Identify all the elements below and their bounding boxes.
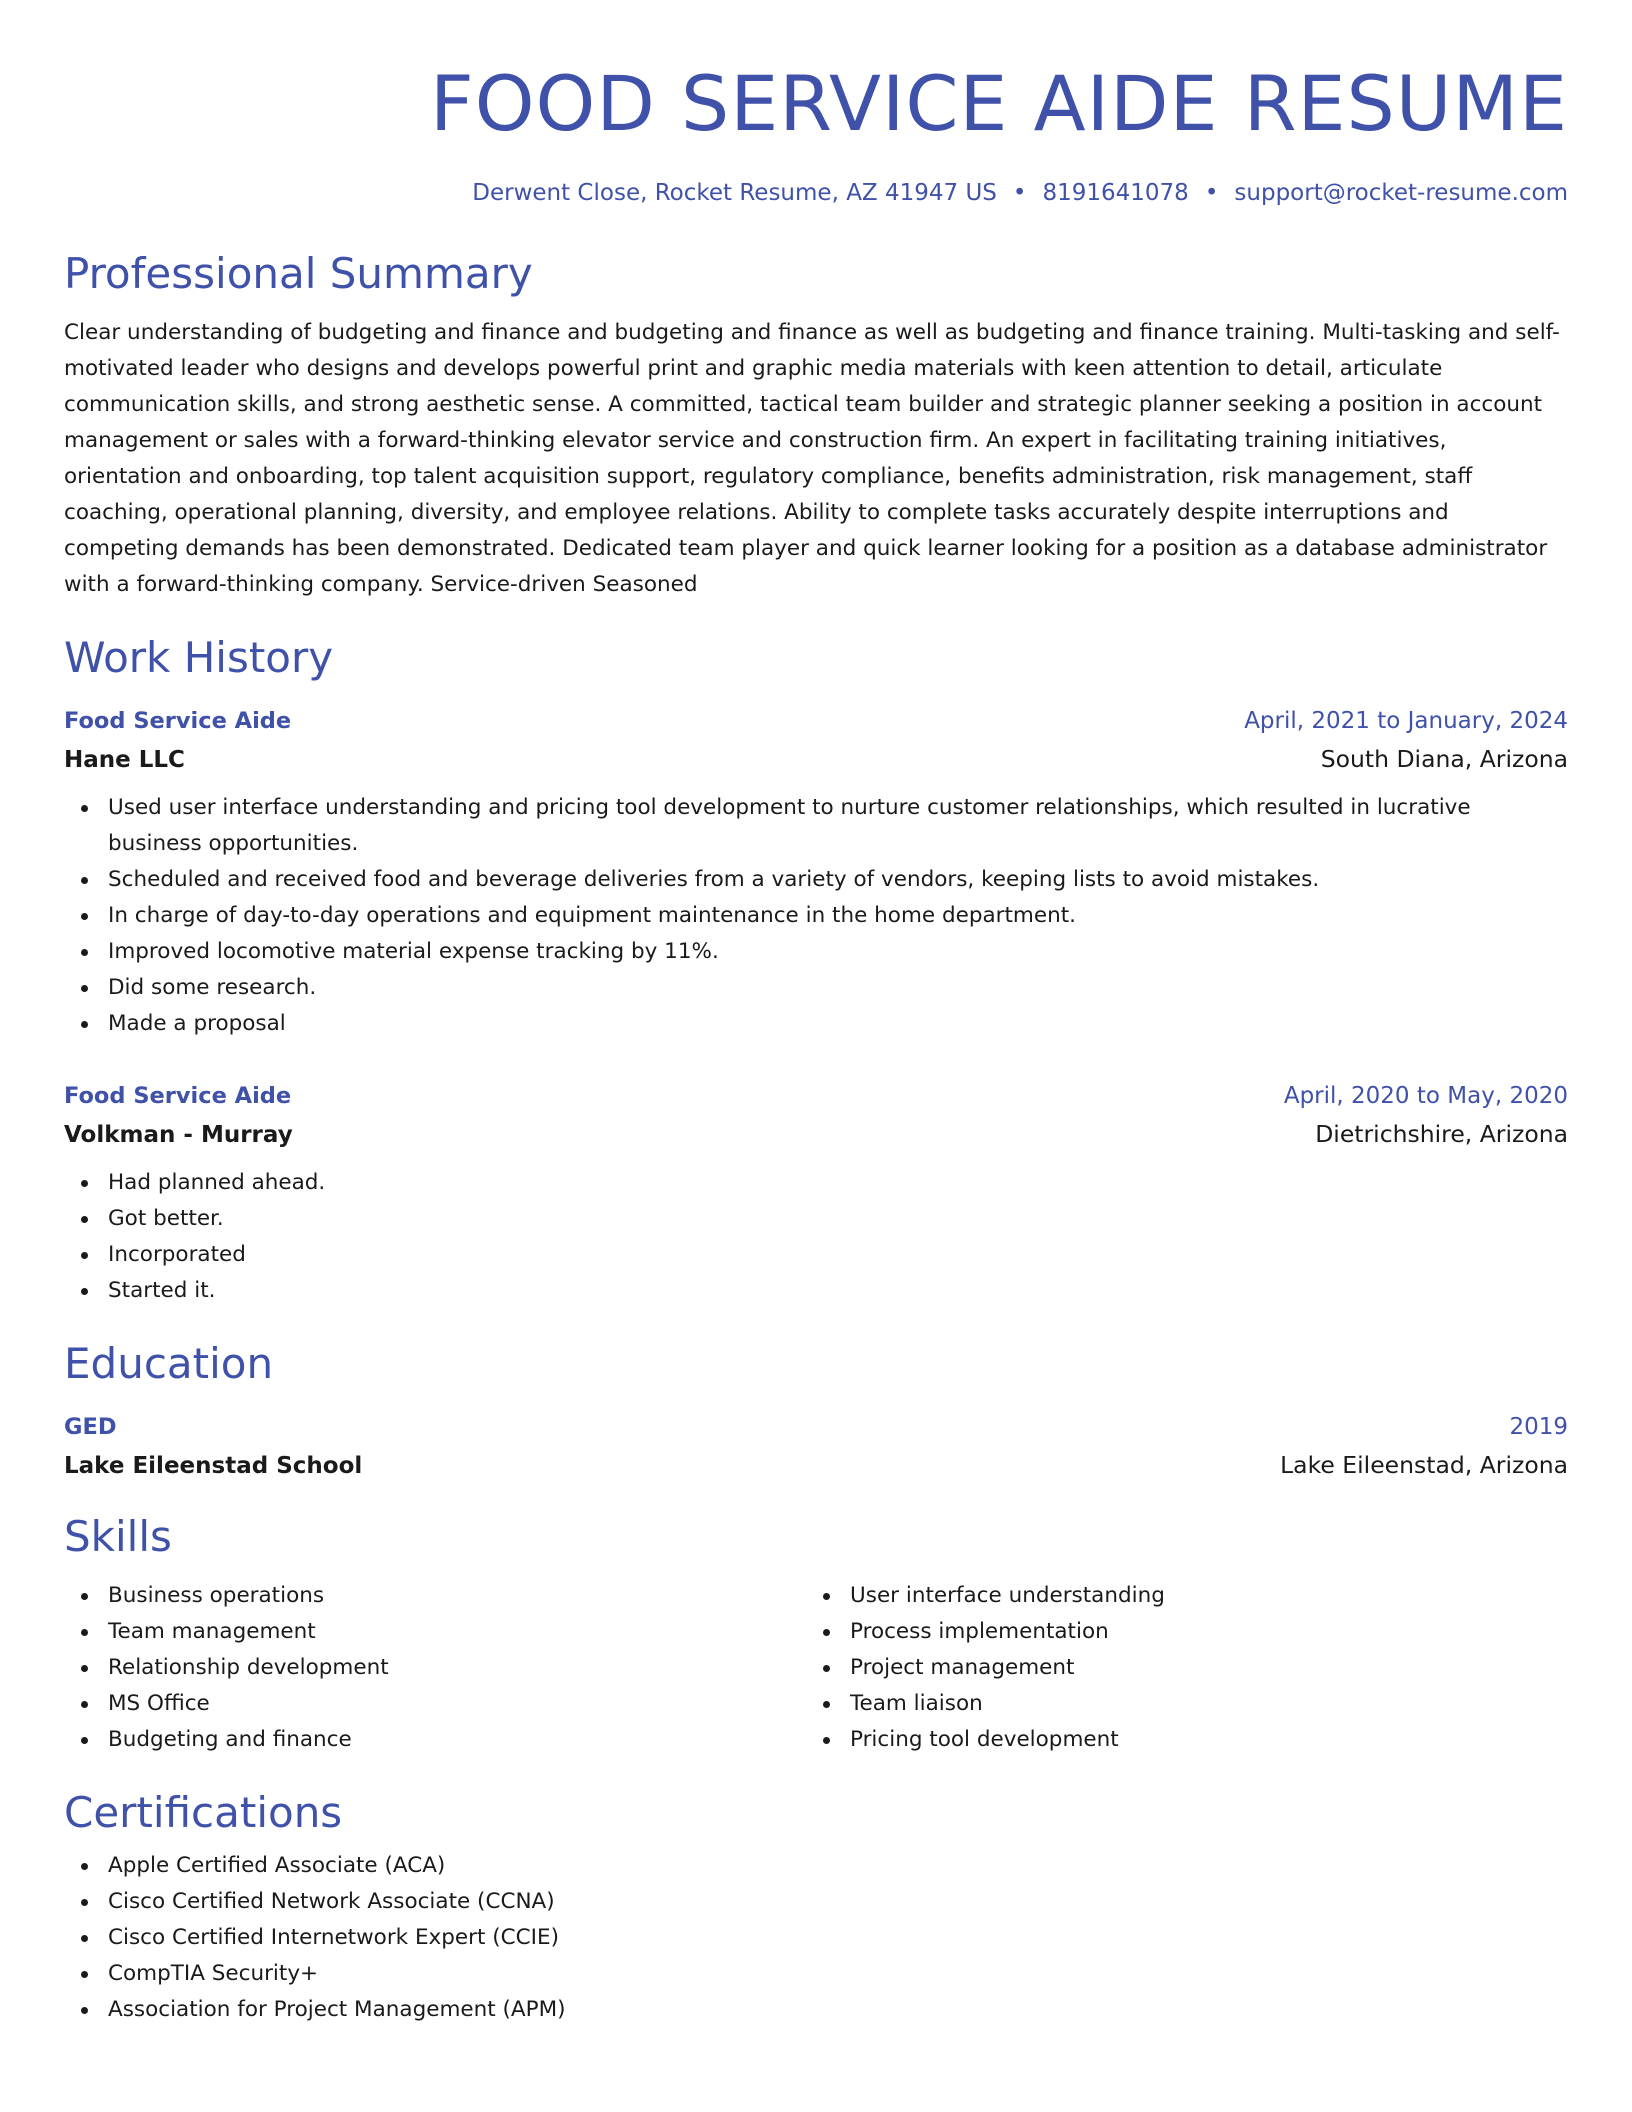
job-bullet: Used user interface understanding and pricing tool development to nurture customer relationships, which resulted in lucrative business opportunities. xyxy=(108,790,1568,862)
job-title: Food Service Aide xyxy=(64,708,292,734)
job-bullet: Did some research. xyxy=(108,970,1568,1006)
job-entry xyxy=(64,1078,1568,1309)
job-bullets xyxy=(64,790,1568,1042)
certification-item: CompTIA Security+ xyxy=(108,1956,1568,1992)
certification-item: Apple Certified Associate (ACA) xyxy=(108,1848,1568,1884)
resume-page xyxy=(64,0,1568,2028)
skill-item: Pricing tool development xyxy=(850,1722,1548,1758)
skill-item: Business operations xyxy=(108,1578,806,1614)
contact-separator: • xyxy=(1012,180,1027,206)
skills-list xyxy=(806,1578,1548,1758)
certifications-list xyxy=(64,1848,1568,2028)
job-bullet: Made a proposal xyxy=(108,1006,1568,1042)
job-bullet: In charge of day-to-day operations and equipment maintenance in the home department. xyxy=(108,898,1568,934)
job-bullet: Improved locomotive material expense tracking by 11%. xyxy=(108,934,1568,970)
certification-item: Cisco Certified Network Associate (CCNA) xyxy=(108,1884,1568,1920)
resume-title: FOOD SERVICE AIDE RESUME xyxy=(430,59,1568,148)
education-header-row xyxy=(64,1409,1568,1445)
job-header-row xyxy=(64,1078,1568,1114)
job-entry xyxy=(64,703,1568,1042)
job-bullet: Had planned ahead. xyxy=(108,1165,1568,1201)
contact-separator: • xyxy=(1204,180,1219,206)
job-bullet: Incorporated xyxy=(108,1237,1568,1273)
job-company: Hane LLC xyxy=(64,747,185,773)
summary-text: Clear understanding of budgeting and finance and budgeting and finance as well as budgeting and finance training. Multi-tasking and self-motivated leader who designs and develops powerful print and graphic media materials with keen attention to detail, articulate communication skills, and strong aesthetic sense. A committed, tactical team builder and strategic planner seeking a position in account management or sales with a forward-thinking elevator service and construction firm. An expert in facilitating training initiatives, orientation and onboarding, top talent acquisition support, regulatory compliance, benefits administration, risk management, staff coaching, operational planning, diversity, and employee relations. Ability to complete tasks accurately despite interruptions and competing demands has been demonstrated. Dedicated team player and quick learner looking for a position as a database administrator with a forward-thinking company. Service-driven Seasoned xyxy=(64,320,1560,597)
skill-item: Budgeting and finance xyxy=(108,1722,806,1758)
education-school-row xyxy=(64,1445,1568,1486)
skills-column-right xyxy=(806,1572,1548,1758)
contact-address: Derwent Close, Rocket Resume, AZ 41947 US xyxy=(472,180,997,206)
skill-item: Team liaison xyxy=(850,1686,1548,1722)
skill-item: User interface understanding xyxy=(850,1578,1548,1614)
job-bullet: Got better. xyxy=(108,1201,1568,1237)
certifications-bullets xyxy=(64,1848,1568,2028)
job-dates: April, 2020 to May, 2020 xyxy=(1283,1083,1568,1109)
job-company-row xyxy=(64,1114,1568,1155)
job-company: Volkman - Murray xyxy=(64,1122,293,1148)
skills-columns xyxy=(64,1572,1568,1758)
education-heading: Education xyxy=(64,1339,274,1388)
job-bullet: Started it. xyxy=(108,1273,1568,1309)
skill-item: Project management xyxy=(850,1650,1548,1686)
summary-heading: Professional Summary xyxy=(64,249,533,298)
education-entry xyxy=(64,1409,1568,1486)
certifications-heading: Certifications xyxy=(64,1788,343,1837)
skills-list xyxy=(64,1578,806,1758)
skill-item: Team management xyxy=(108,1614,806,1650)
job-company-row xyxy=(64,739,1568,780)
skills-heading: Skills xyxy=(64,1512,172,1561)
job-location: Dietrichshire, Arizona xyxy=(1315,1120,1568,1148)
contact-phone: 8191641078 xyxy=(1042,180,1189,206)
contact-email: support@rocket-resume.com xyxy=(1234,180,1568,206)
job-bullet: Scheduled and received food and beverage deliveries from a variety of vendors, keeping lists to avoid mistakes. xyxy=(108,862,1568,898)
job-location: South Diana, Arizona xyxy=(1320,745,1568,773)
job-title: Food Service Aide xyxy=(64,1083,292,1109)
job-header-row xyxy=(64,703,1568,739)
job-bullets xyxy=(64,1165,1568,1309)
education-degree: GED xyxy=(64,1414,117,1440)
certification-item: Association for Project Management (APM) xyxy=(108,1992,1568,2028)
skill-item: Relationship development xyxy=(108,1650,806,1686)
skill-item: Process implementation xyxy=(850,1614,1548,1650)
education-location: Lake Eileenstad, Arizona xyxy=(1280,1451,1568,1479)
work-history-heading: Work History xyxy=(64,633,334,682)
certification-item: Cisco Certified Internetwork Expert (CCIE) xyxy=(108,1920,1568,1956)
education-school: Lake Eileenstad School xyxy=(64,1453,363,1479)
job-dates: April, 2021 to January, 2024 xyxy=(1244,708,1568,734)
skills-column-left xyxy=(64,1572,806,1758)
skill-item: MS Office xyxy=(108,1686,806,1722)
contact-line xyxy=(64,176,1568,210)
education-year: 2019 xyxy=(1509,1414,1568,1440)
